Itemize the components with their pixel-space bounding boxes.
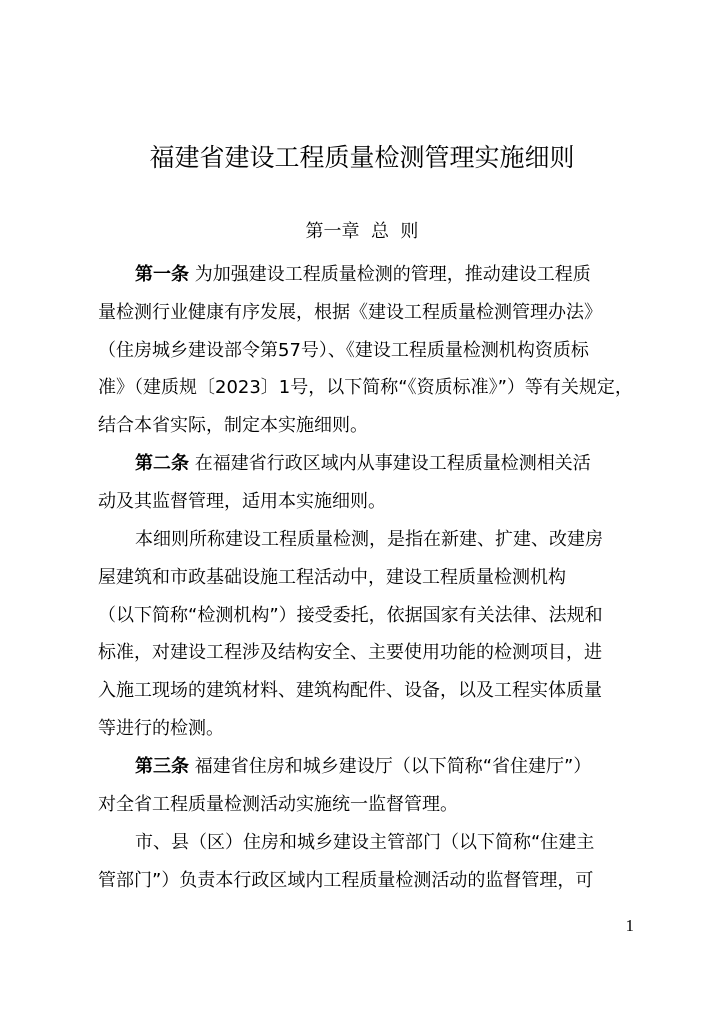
body-line [98,597,638,635]
line-text: 量检测行业健康有序发展，根据《建设工程质量检测管理办法》 [98,302,602,323]
body-line [98,483,638,521]
document-title: 福建省建设工程质量检测管理实施细则 [149,143,575,172]
body-line [98,407,638,445]
line-text: 入施工现场的建筑材料、建筑构配件、设备，以及工程实体质量 [98,680,602,701]
body-line [135,521,638,559]
body-line [98,294,638,332]
line-text: 管部门”）负责本行政区域内工程质量检测活动的监督管理，可 [98,870,594,891]
line-text: 为加强建设工程质量检测的管理，推动建设工程质 [189,264,591,285]
line-text: 结合本省实际，制定本实施细则。 [98,415,368,436]
body-line [98,710,638,748]
body-line [135,748,638,786]
line-text: 本细则所称建设工程质量检测，是指在新建、扩建、改建房 [135,529,603,550]
body-line [135,256,638,294]
body-line [98,672,638,710]
body-line [98,369,638,407]
body-line [98,332,638,370]
line-text: 在福建省行政区域内从事建设工程质量检测相关活 [189,453,591,474]
line-text: 准》（建质规〔2023〕1号，以下简称“《资质标准》”）等有关规定， [98,377,633,398]
line-text: 动及其监督管理，适用本实施细则。 [98,491,386,512]
body-line [98,634,638,672]
article-label: 第三条 [135,756,189,777]
body-line [98,559,638,597]
line-text: 福建省住房和城乡建设厅（以下简称“省住建厅”） [189,756,592,777]
body-line [135,824,638,862]
page-number: 1 [625,916,634,935]
line-text: 市、县（区）住房和城乡建设主管部门（以下简称“住建主 [135,832,595,853]
body-line [98,786,638,824]
body-line [135,445,638,483]
line-text: （住房城乡建设部令第57号）、《建设工程质量检测机构资质标 [98,340,589,361]
line-text: 对全省工程质量检测活动实施统一监督管理。 [98,794,458,815]
line-text: 标准，对建设工程涉及结构安全、主要使用功能的检测项目，进 [98,642,602,663]
article-label: 第一条 [135,264,189,285]
body-line [98,862,638,900]
chapter-heading: 第一章 总 则 [305,221,419,242]
article-label: 第二条 [135,453,189,474]
line-text: （以下简称“检测机构”）接受委托，依据国家有关法律、法规和 [98,605,603,626]
line-text: 屋建筑和市政基础设施工程活动中，建设工程质量检测机构 [98,567,566,588]
line-text: 等进行的检测。 [98,718,224,739]
